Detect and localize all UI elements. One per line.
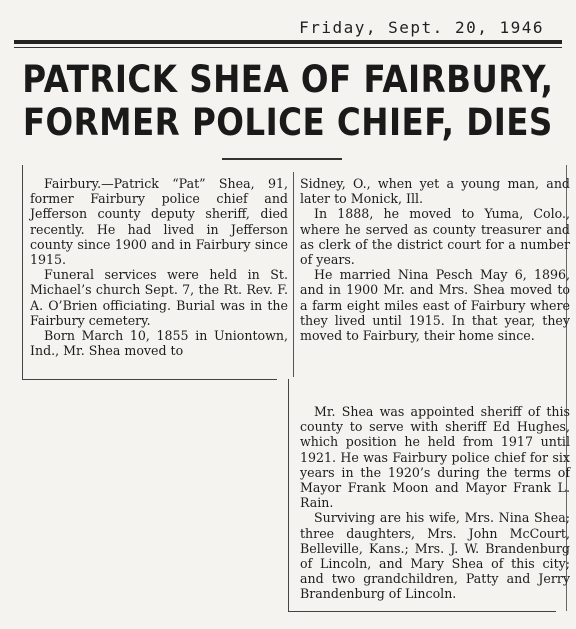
article-paragraph: Mr. Shea was appointed sheriff of this county to serve with sheriff Ed Hughes, which position he held from 1917 until 1921. He was Fairbury police chief for six years in the 1920’s during the terms of Mayor Frank Moon and Mayor Frank L. Rain. <box>300 404 570 511</box>
article-paragraph: In 1888, he moved to Yuma, Colo., where he served as county treasurer and as clerk of the district court for a number of years. <box>300 206 570 268</box>
article-paragraph: Sidney, O., when yet a young man, and later to Monick, Ill. <box>300 176 570 207</box>
article-column-right <box>300 176 570 343</box>
header-rule-thin <box>14 47 562 48</box>
headline-line-1: PATRICK SHEA OF FAIRBURY, <box>22 58 554 101</box>
clipping-edge <box>288 611 556 612</box>
issue-date: Friday, Sept. 20, 1946 <box>299 18 544 37</box>
article-paragraph: Surviving are his wife, Mrs. Nina Shea; three daughters, Mrs. John McCourt, Belleville, Kans.; Mrs. J. W. Brandenburg of Lincoln, and Mary Shea of this city; and two grandchildren, Patty and Jerry Brandenburg of Lincoln. <box>300 510 570 602</box>
headline <box>8 58 568 144</box>
article-column-left <box>30 176 288 358</box>
clipping-edge <box>288 379 289 611</box>
article-paragraph: He married Nina Pesch May 6, 1896, and in 1900 Mr. and Mrs. Shea moved to a farm eight miles east of Fairbury where they lived until 1915. In that year, they moved to Fairbury, their home since. <box>300 267 570 344</box>
clipping-edge <box>22 379 277 380</box>
article-column-right-lower <box>300 404 570 602</box>
article-paragraph: Funeral services were held in St. Michael’s church Sept. 7, the Rt. Rev. F. A. O’Brien officiating. Burial was in the Fairbury cemetery. <box>30 267 288 328</box>
clipping-edge <box>22 165 23 380</box>
article-paragraph: Born March 10, 1855 in Uniontown, Ind., Mr. Shea moved to <box>30 328 288 359</box>
headline-divider <box>222 158 342 160</box>
header-rule-thick <box>14 40 562 44</box>
column-divider <box>293 172 294 377</box>
article-paragraph: Fairbury.—Patrick “Pat” Shea, 91, former Fairbury police chief and Jefferson county deputy sheriff, died recently. He had lived in Jefferson county since 1900 and in Fairbury since 1915. <box>30 176 288 268</box>
headline-line-2: FORMER POLICE CHIEF, DIES <box>22 101 553 144</box>
